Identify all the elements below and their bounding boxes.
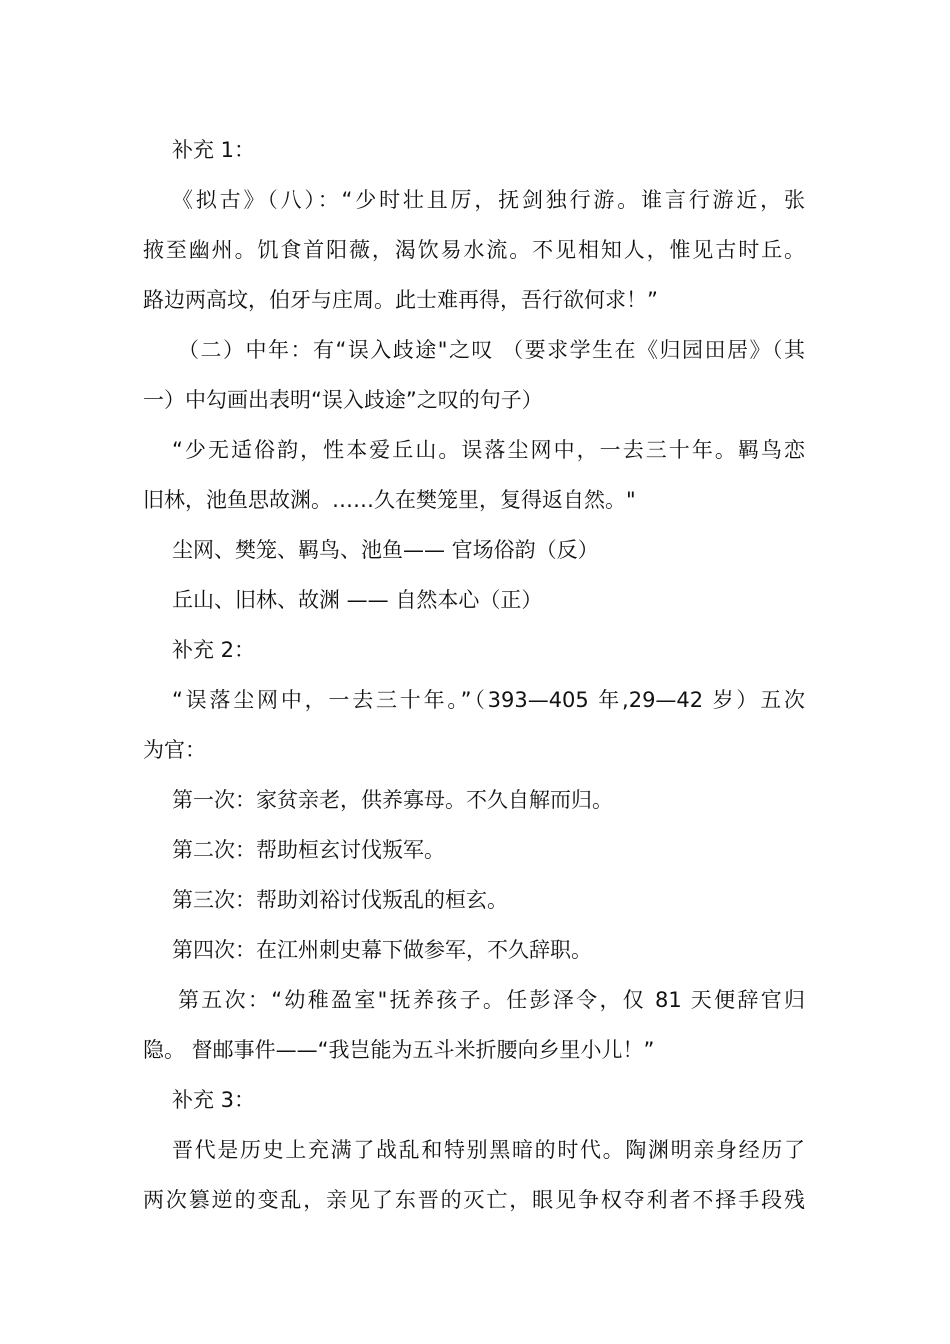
section-2-heading-cont: 一）中勾画出表明“误入歧途”之叹的句子） (143, 388, 543, 412)
supplement-1-heading: 补充 1： (172, 138, 256, 162)
term-5-line-1: 第五次：“幼稚盈室"抚养孩子。任彭泽令，仅 81 天便辞官归 (178, 988, 805, 1012)
quote-line-1: “少无适俗韵，性本爱丘山。误落尘网中，一去三十年。羁鸟恋 (172, 438, 805, 462)
term-3: 第三次：帮助刘裕讨伐叛乱的桓玄。 (172, 888, 508, 912)
poem-line-2: 掖至幽州。饥食首阳薇，渴饮易水流。不见相知人，惟见古时丘。 (143, 238, 805, 262)
poem-line-3: 路边两高坟，伯牙与庄周。此士难再得，吾行欲何求！” (143, 288, 658, 312)
term-1: 第一次：家贫亲老，供养寡母。不久自解而归。 (172, 788, 613, 812)
official-career-line-1: “误落尘网中，一去三十年。”（393—405 年,29—42 岁）五次 (172, 688, 805, 712)
poem-line-1: 《拟古》（八）：“少时壮且厉，抚剑独行游。谁言行游近，张 (172, 188, 805, 212)
term-5-line-2: 隐。 督邮事件——“我岂能为五斗米折腰向乡里小儿！” (143, 1038, 655, 1062)
supplement-3-heading: 补充 3： (172, 1088, 256, 1112)
jin-dynasty-line-2: 两次篡逆的变乱，亲见了东晋的灭亡，眼见争权夺利者不择手段残 (143, 1188, 805, 1212)
supplement-2-heading: 补充 2： (172, 638, 256, 662)
contrast-negative: 尘网、樊笼、羁鸟、池鱼—— 官场俗韵（反） (172, 538, 599, 562)
quote-line-2: 旧林，池鱼思故渊。……久在樊笼里，复得返自然。" (143, 488, 636, 512)
jin-dynasty-line-1: 晋代是历史上充满了战乱和特别黑暗的时代。陶渊明亲身经历了 (172, 1138, 805, 1162)
term-2: 第二次：帮助桓玄讨伐叛军。 (172, 838, 445, 862)
official-career-line-2: 为官： (143, 738, 206, 762)
section-2-heading: （二）中年：有“误入歧途"之叹 （要求学生在《归园田居》（其 (178, 338, 805, 362)
term-4: 第四次：在江州刺史幕下做参军，不久辞职。 (172, 938, 592, 962)
contrast-positive: 丘山、旧林、故渊 —— 自然本心（正） (172, 588, 543, 612)
